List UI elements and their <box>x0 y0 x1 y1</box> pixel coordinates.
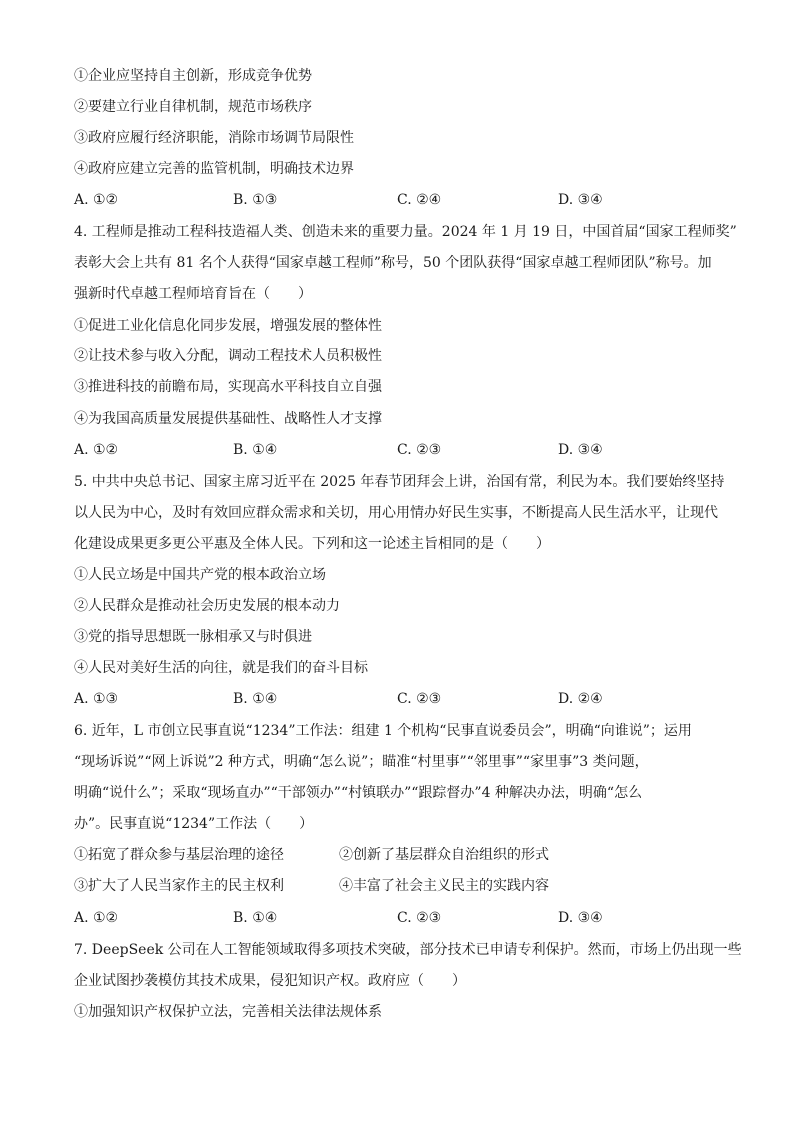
q4-stem-line-1: 4. 工程师是推动工程科技造福人类、创造未来的重要力量。2024 年 1 月 19 日，中国首届“国家工程师奖” <box>74 224 737 240</box>
q4-choice-3: ③推进科技的前瞻布局，实现高水平科技自立自强 <box>74 379 382 395</box>
q3-option-b: B. ①③ <box>233 192 278 208</box>
q3-choice-2: ②要建立行业自律机制，规范市场秩序 <box>74 99 312 115</box>
q4-stem-line-2: 表彰大会上共有 81 名个人获得“国家卓越工程师”称号，50 个团队获得“国家卓越工程师团队”称号。加 <box>74 255 712 271</box>
q6-option-a: A. ①② <box>74 910 119 926</box>
q4-stem-line-3: 强新时代卓越工程师培育旨在（ ） <box>74 286 312 302</box>
q6-option-c: C. ②③ <box>397 910 442 926</box>
q4-choice-2: ②让技术参与收入分配，调动工程技术人员积极性 <box>74 348 382 364</box>
q6-stem-line-4: 办”。民事直说“1234”工作法（ ） <box>74 816 314 832</box>
q5-option-b: B. ①④ <box>233 691 278 707</box>
q4-choice-1: ①促进工业化信息化同步发展，增强发展的整体性 <box>74 318 382 334</box>
q5-answer-options <box>74 689 724 709</box>
q7-stem-line-2: 企业试图抄袭模仿其技术成果，侵犯知识产权。政府应（ ） <box>74 973 466 989</box>
q5-stem-line-3: 化建设成果更多更公平惠及全体人民。下列和这一论述主旨相同的是（ ） <box>74 536 550 552</box>
q3-choice-1: ①企业应坚持自主创新，形成竞争优势 <box>74 68 312 84</box>
q6-choice-1: ①拓宽了群众参与基层治理的途径 <box>74 847 284 863</box>
q5-stem-line-2: 以人民为中心，及时有效回应群众需求和关切，用心用情办好民生实事，不断提高人民生活水平，让现代 <box>74 505 718 521</box>
q6-choices-row-1 <box>74 845 724 865</box>
q5-option-c: C. ②③ <box>397 691 442 707</box>
q3-choice-3: ③政府应履行经济职能，消除市场调节局限性 <box>74 130 354 146</box>
q4-option-a: A. ①② <box>74 442 119 458</box>
q6-choice-4: ④丰富了社会主义民主的实践内容 <box>339 878 549 894</box>
q5-choice-4: ④人民对美好生活的向往，就是我们的奋斗目标 <box>74 660 368 676</box>
q5-stem-line-1: 5. 中共中央总书记、国家主席习近平在 2025 年春节团拜会上讲，治国有常，利民为本。我们要始终坚持 <box>74 474 725 490</box>
q6-choice-3: ③扩大了人民当家作主的民主权利 <box>74 878 284 894</box>
q7-choice-1: ①加强知识产权保护立法，完善相关法律法规体系 <box>74 1004 382 1020</box>
q3-choice-4: ④政府应建立完善的监管机制，明确技术边界 <box>74 161 354 177</box>
q6-choice-2: ②创新了基层群众自治组织的形式 <box>339 847 549 863</box>
q4-option-b: B. ①④ <box>233 442 278 458</box>
q5-option-a: A. ①③ <box>74 691 119 707</box>
q5-choice-2: ②人民群众是推动社会历史发展的根本动力 <box>74 598 340 614</box>
q6-choices-row-2 <box>74 876 724 896</box>
q5-choice-1: ①人民立场是中国共产党的根本政治立场 <box>74 567 326 583</box>
q4-choice-4: ④为我国高质量发展提供基础性、战略性人才支撑 <box>74 411 382 427</box>
q5-option-d: D. ②④ <box>558 691 603 707</box>
q3-option-d: D. ③④ <box>558 192 603 208</box>
q3-answer-options <box>74 190 724 210</box>
q6-answer-options <box>74 908 724 928</box>
q3-option-c: C. ②④ <box>397 192 442 208</box>
q6-option-d: D. ③④ <box>558 910 603 926</box>
q6-stem-line-1: 6. 近年，L 市创立民事直说“1234”工作法：组建 1 个机构“民事直说委员会”，明确“向谁说”；运用 <box>74 723 692 739</box>
q3-option-a: A. ①② <box>74 192 119 208</box>
q6-stem-line-3: 明确“说什么”；采取“现场直办”“干部领办”“村镇联办”“跟踪督办”4 种解决办法，明确“怎么 <box>74 785 643 801</box>
q4-option-d: D. ③④ <box>558 442 603 458</box>
q7-stem-line-1: 7. DeepSeek 公司在人工智能领域取得多项技术突破，部分技术已申请专利保护。然而，市场上仍出现一些 <box>74 942 742 958</box>
q4-answer-options <box>74 440 724 460</box>
q6-stem-line-2: “现场诉说”“网上诉说”2 种方式，明确“怎么说”；瞄准“村里事”“邻里事”“家里事”3 类问题， <box>74 754 649 770</box>
q6-option-b: B. ①④ <box>233 910 278 926</box>
q5-choice-3: ③党的指导思想既一脉相承又与时俱进 <box>74 629 312 645</box>
q4-option-c: C. ②③ <box>397 442 442 458</box>
